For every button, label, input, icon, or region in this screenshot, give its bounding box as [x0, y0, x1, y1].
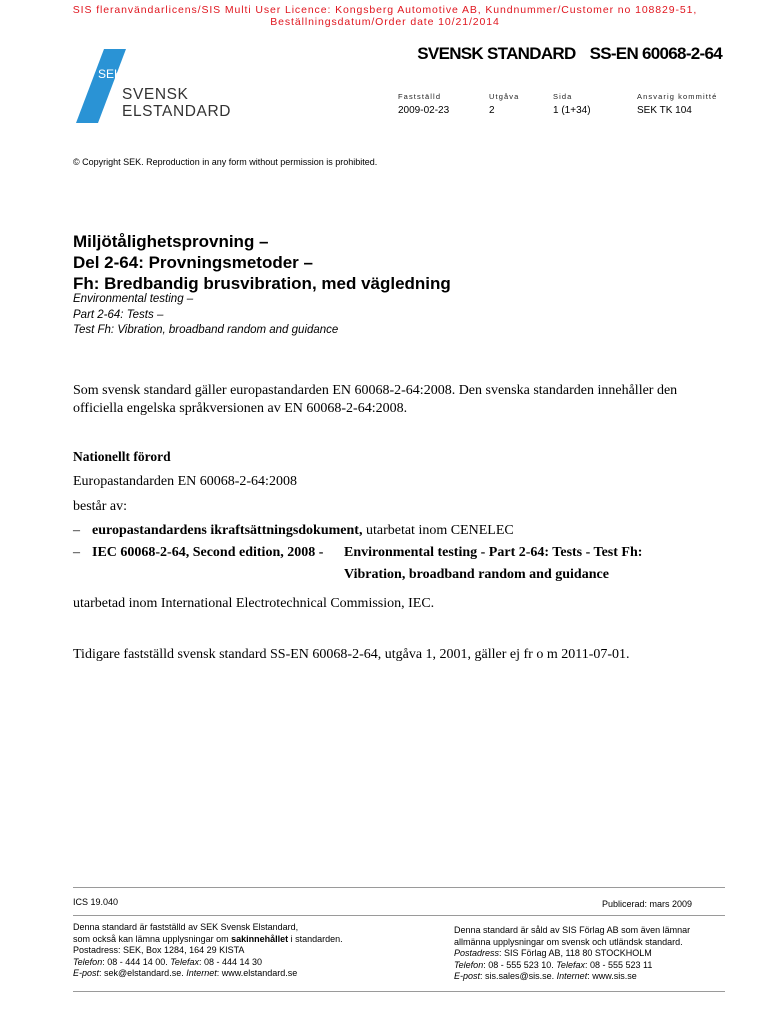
- title-line-3: Fh: Bredbandig brusvibration, med vägledning: [73, 274, 451, 293]
- sis-email-web: E-post: sis.sales@sis.se. Internet: www.sis.se: [454, 971, 637, 981]
- sek-postal-address: Postadress: SEK, Box 1284, 164 29 KISTA: [73, 945, 245, 955]
- foreword-line-2: består av:: [73, 499, 128, 514]
- title-en-line-1: Environmental testing –: [73, 293, 194, 305]
- title-en-line-3: Test Fh: Vibration, broadband random and guidance: [73, 324, 339, 336]
- logo-wordmark: [122, 86, 231, 120]
- footer-rule-bottom: [73, 991, 725, 992]
- intro-line-1: Som svensk standard gäller europastandarden EN 60068-2-64:2008. Den svenska standarden innehåller den: [73, 383, 678, 398]
- meta-value-committee: SEK TK 104: [637, 105, 692, 116]
- intro-line-2: officiella engelska språkversionen av EN 60068-2-64:2008.: [73, 401, 408, 416]
- sek-phone-fax: Telefon: 08 - 444 14 00. Telefax: 08 - 444 14 30: [73, 956, 263, 967]
- standard-number: SS-EN 60068-2-64: [589, 44, 722, 63]
- sis-line-1: Denna standard är såld av SIS Förlag AB som även lämnar: [454, 925, 691, 935]
- copyright-notice: © Copyright SEK. Reproduction in any form without permission is prohibited.: [73, 157, 378, 167]
- license-watermark: [0, 4, 770, 28]
- list-dash: –: [73, 523, 80, 538]
- logo-badge-text: SEK: [98, 67, 123, 81]
- list-item-1-text: [92, 522, 514, 540]
- meta-label-issued: Fastställd: [398, 92, 442, 101]
- sis-phone-fax: Telefon: 08 - 555 523 10. Telefax: 08 - 555 523 11: [454, 959, 653, 970]
- watermark-line-1: SIS fleranvändarlicens/SIS Multi User Licence: Kongsberg Automotive AB, Kundnummer/Customer no 108829-51,: [72, 4, 698, 16]
- foreword-heading: Nationellt förord: [73, 449, 171, 464]
- logo-line-1: SVENSK: [122, 86, 189, 103]
- foreword-line-1: Europastandarden EN 60068-2-64:2008: [73, 474, 297, 489]
- title-en-line-2: Part 2-64: Tests –: [73, 308, 164, 321]
- sek-line-2-bold: sakinnehållet: [231, 933, 289, 944]
- previous-edition-note: Tidigare fastställd svensk standard SS-EN 60068-2-64, utgåva 1, 2001, gäller ej fr o m 2011-07-01.: [73, 647, 630, 662]
- title-line-1: Miljötålighetsprovning –: [73, 232, 269, 251]
- intro-paragraph: [73, 382, 733, 418]
- document-title-english: [73, 292, 338, 339]
- sek-email-web: E-post: sek@elstandard.se. Internet: www.elstandard.se: [73, 968, 298, 978]
- watermark-line-2: Beställningsdatum/Order date 10/21/2014: [270, 16, 500, 28]
- footer-sek-contact: [73, 922, 433, 980]
- prepared-by: utarbetad inom International Electrotechnical Commission, IEC.: [73, 596, 435, 611]
- sek-line-1: Denna standard är fastställd av SEK Svensk Elstandard,: [73, 922, 299, 932]
- title-line-2: Del 2-64: Provningsmetoder –: [73, 253, 313, 272]
- list-item-2: [73, 544, 80, 562]
- meta-label-page: Sida: [553, 92, 573, 101]
- list-item-1-bold: europastandardens ikraftsättningsdokument,: [92, 523, 363, 538]
- sek-logo: [74, 48, 234, 124]
- list-item-1: [73, 522, 80, 540]
- list-item-2-title-line-2: Vibration, broadband random and guidance: [344, 567, 609, 582]
- ics-code: ICS 19.040: [73, 897, 119, 907]
- sek-line-2: som också kan lämna upplysningar om sakinnehållet i standarden.: [73, 933, 343, 944]
- footer-rule-top: [73, 887, 725, 888]
- standard-type: SVENSK STANDARD: [417, 44, 576, 63]
- footer-rule-middle: [73, 915, 725, 916]
- list-item-2-title-line-1: Environmental testing - Part 2-64: Tests - Test Fh:: [344, 545, 643, 560]
- meta-label-committee: Ansvarig kommitté: [637, 92, 718, 101]
- meta-label-edition: Utgåva: [489, 92, 520, 101]
- list-item-2-ref: IEC 60068-2-64, Second edition, 2008 -: [92, 545, 324, 560]
- published-date: Publicerad: mars 2009: [601, 899, 692, 909]
- footer-sis-contact: [454, 925, 744, 983]
- list-item-1-rest: utarbetat inom CENELEC: [362, 523, 514, 538]
- meta-value-edition: 2: [489, 105, 495, 116]
- sis-postal-address: Postadress: SIS Förlag AB, 118 80 STOCKHOLM: [454, 948, 652, 958]
- sis-line-2: allmänna upplysningar om svensk och utländsk standard.: [454, 936, 683, 947]
- document-title: [73, 231, 451, 294]
- logo-line-2: ELSTANDARD: [122, 103, 232, 120]
- standard-heading: [417, 44, 722, 64]
- meta-value-issued: 2009-02-23: [398, 105, 450, 116]
- meta-value-page: 1 (1+34): [553, 105, 591, 116]
- list-dash: –: [73, 545, 80, 560]
- list-item-2-title: [344, 544, 642, 584]
